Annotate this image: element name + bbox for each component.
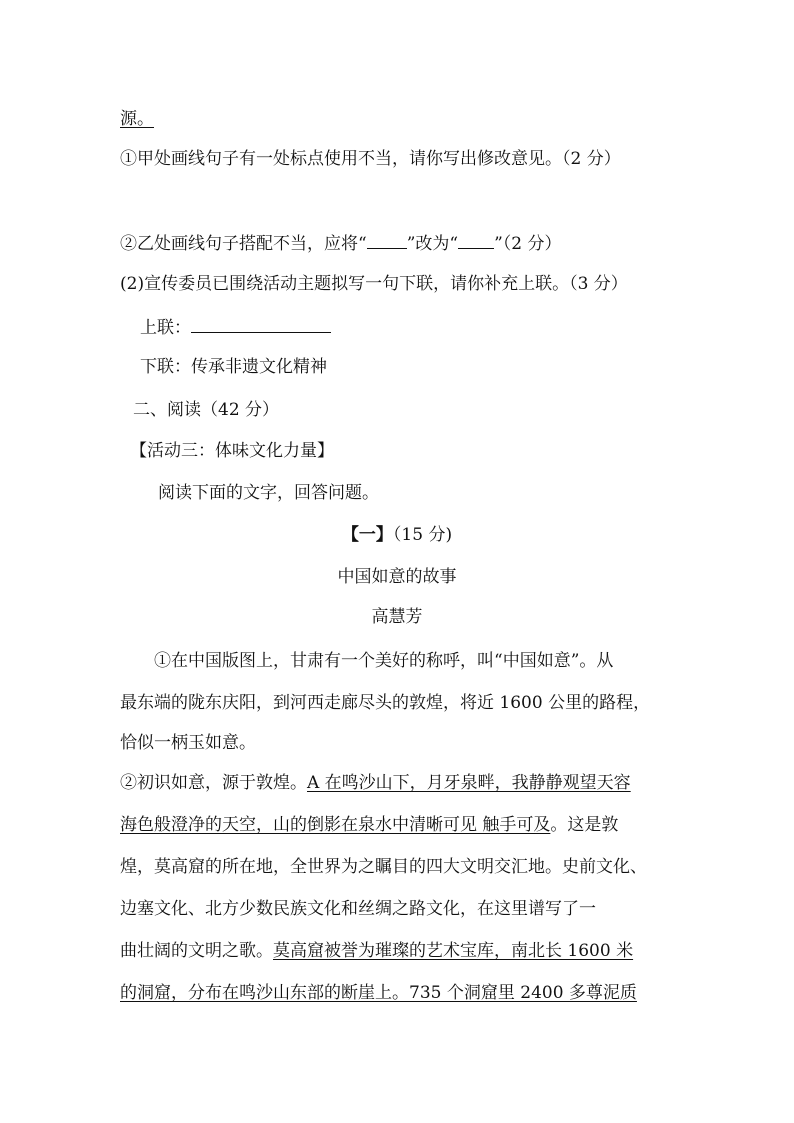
paragraph-line [120, 772, 631, 794]
activity-heading: 【活动三：体味文化力量】 [130, 441, 334, 461]
question-1-2 [120, 232, 562, 255]
section-heading: 二、阅读（42 分） [133, 400, 280, 420]
question-text: ”（2 分） [494, 234, 562, 254]
paragraph-line: 边塞文化、北方少数民族文化和丝绸之路文化，在这里谱写了一 [120, 899, 596, 919]
article-title: 中国如意的故事 [337, 567, 457, 587]
question-1-1: ①甲处画线句子有一处标点使用不当，请你写出修改意见。（2 分） [120, 149, 621, 169]
article-author: 高慧芳 [371, 607, 423, 627]
underlined-text: 源。 [120, 109, 154, 129]
paragraph-line: 恰似一柄玉如意。 [120, 733, 256, 753]
plain-text: 。这是敦 [550, 815, 619, 835]
passage-score: （15 分) [392, 525, 453, 545]
question-text: ②乙处画线句子搭配不当，应将“ [120, 234, 367, 254]
text-line-fragment [120, 108, 154, 130]
plain-text: ②初识如意，源于敦煌。 [120, 773, 307, 793]
answer-blank-1 [367, 232, 407, 249]
underlined-sentence-a: A 在鸣沙山下，月牙泉畔，我静静观望天容 [307, 773, 631, 793]
underlined-sentence-b: 莫高窟被誉为璀璨的艺术宝库，南北长 1600 米 [273, 941, 634, 961]
passage-number [0, 524, 794, 546]
paragraph-line [120, 814, 618, 836]
underlined-sentence-b-cont: 的洞窟，分布在鸣沙山东部的断崖上。735 个洞窟里 2400 多尊泥质 [120, 983, 637, 1003]
passage-label: 【一】 [341, 525, 393, 545]
upper-couplet-label: 上联： [140, 318, 191, 338]
instruction: 阅读下面的文字，回答问题。 [158, 483, 379, 503]
underlined-sentence-a-cont: 海色般澄净的天空，山的倒影在泉水中清晰可见 触手可及 [120, 815, 551, 835]
paragraph-line [120, 982, 637, 1004]
plain-text: 曲壮阔的文明之歌。 [120, 941, 273, 961]
paragraph-line: 最东端的陇东庆阳，到河西走廊尽头的敦煌，将近 1600 公里的路程， [120, 693, 651, 713]
answer-blank-upper-couplet [191, 316, 331, 333]
upper-couplet [140, 316, 331, 339]
answer-blank-2 [458, 232, 494, 249]
paragraph-line: ①在中国版图上，甘肃有一个美好的称呼，叫“中国如意”。从 [154, 651, 614, 671]
lower-couplet: 下联：传承非遗文化精神 [140, 357, 327, 377]
question-2: (2)宣传委员已围绕活动主题拟写一句下联，请你补充上联。（3 分） [120, 274, 628, 294]
paragraph-line: 煌，莫高窟的所在地，全世界为之瞩目的四大文明交汇地。史前文化、 [120, 857, 647, 877]
paragraph-line [120, 940, 633, 962]
question-text: ”改为“ [406, 234, 459, 254]
